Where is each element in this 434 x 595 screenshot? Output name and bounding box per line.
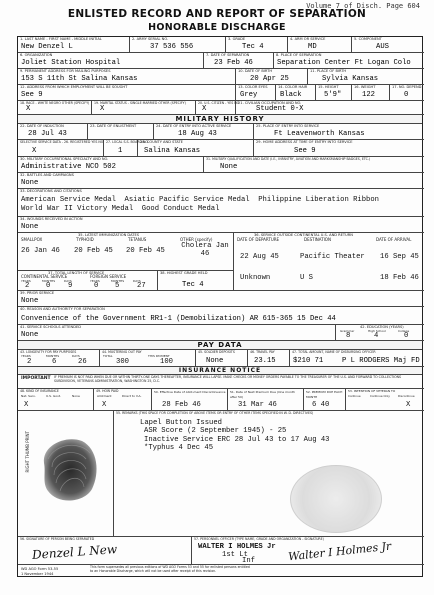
- component-cell: 5. COMPONENT AUS: [352, 37, 424, 53]
- allotment-effective-value: 28 Feb 46: [162, 401, 201, 409]
- prior-service-value: None: [21, 297, 39, 305]
- next-premium-value: 31 Mar 46: [238, 401, 277, 409]
- form-footer: WD AGO Form 53-55 1 November 1944 This form supersedes all previous editions of WD AGO Forms 53 and 55 for enlisted persons entitled to an Honorable Discharge, which will not be used after receipt of this revision.: [21, 565, 250, 576]
- education-label: College: [398, 329, 410, 333]
- disbursing-officer-value: P L RODGERS Maj FD: [342, 357, 420, 365]
- arm-value: MD: [308, 43, 317, 51]
- birth-place-value: Sylvia Kansas: [322, 75, 379, 83]
- induction-cell: 22. DATE OF INDUCTION 28 Jul 43: [18, 124, 88, 140]
- address-cell: 9. PERMANENT ADDRESS FOR MAILING PURPOSES 153 S 11th St Salina Kansas: [18, 69, 236, 85]
- board-cell: 27. LOCAL S.S. BOARD NO. 1: [106, 140, 149, 155]
- selective-service-cell: SELECTIVE SERVICE DATA - 26. REGISTERED YES NO X: [20, 140, 104, 155]
- longevity-label: MONTHS: [46, 354, 60, 358]
- grade-value: Tec 4: [242, 43, 264, 51]
- active-entry-cell: 24. DATE OF ENTRY INTO ACTIVE SERVICE 18 Aug 43: [154, 124, 254, 140]
- service-length-value: 0: [46, 282, 51, 290]
- name-value: New Denzel L: [21, 43, 73, 51]
- longevity-cell: 43. LONGEVITY FOR PAY PURPOSES YEARS 2 MONTHS 6 DAYS 26: [18, 350, 100, 367]
- service-length-label: YEARS: [90, 279, 100, 283]
- serial-value: 37 536 556: [150, 43, 194, 51]
- insurance-kind-mark: X: [24, 401, 29, 409]
- wounds-value: None: [21, 223, 39, 231]
- induction-value: 28 Jul 43: [28, 130, 67, 138]
- county-value: Salina Kansas: [144, 147, 201, 155]
- service-length-label: DAYS: [133, 279, 141, 283]
- separation-reason-value: Convenience of the Government RR1-1 (Demobilization) AR 615-365 15 Dec 44: [21, 315, 336, 323]
- education-label: Grammar: [340, 329, 355, 333]
- entry-place-value: Ft Leavenworth Kansas: [274, 130, 365, 138]
- thumbprint-cell: RIGHT THUMB PRINT: [18, 411, 114, 537]
- address-value: 153 S 11th St Salina Kansas: [21, 75, 138, 83]
- board-value: 1: [118, 147, 123, 155]
- qualification-value: None: [220, 163, 238, 171]
- how-paid-cell: 49. HOW PAID Allotment Direct to V.A. X: [94, 389, 152, 411]
- volume-note: Volume 7 of Disch. Page 604: [306, 2, 420, 10]
- entry-place-cell: 25. PLACE OF ENTRY INTO SERVICE Ft Leavenworth Kansas: [254, 124, 424, 140]
- decorations-line-1: American Service Medal Asiatic Pacific Service Medal Philippine Liberation Ribbon: [21, 196, 379, 204]
- return-departure-value: Unknown: [240, 274, 271, 282]
- return-destination-value: U S: [300, 274, 313, 282]
- departure-value: 22 Aug 45: [240, 253, 279, 261]
- deposits-cell: 45. SOLDIER DEPOSITS None: [196, 350, 248, 367]
- officer-name: WALTER I HOLMES Jr: [198, 543, 276, 551]
- serial-cell: 2. ARMY SERIAL NO. 37 536 556: [130, 37, 226, 53]
- officer-signature: Walter I Holmes Jr: [287, 539, 392, 564]
- grade-cell: 3. GRADE Tec 4: [226, 37, 288, 53]
- service-length-label: YEARS: [21, 279, 31, 283]
- dependents-cell: 17. NO. DEPEND. 0: [392, 85, 423, 99]
- travel-pay-value: 23.15: [254, 357, 276, 365]
- longevity-label: DAYS: [72, 354, 80, 358]
- citizen-cell: 20. U.S. CITIZEN - YES NO X: [198, 101, 240, 113]
- education-value: 8: [346, 332, 351, 340]
- weight-cell: 16. WEIGHT 122: [352, 85, 390, 101]
- specialty-cell: 30. MILITARY OCCUPATIONAL SPECIALTY AND NO. Administrative NCO 502: [18, 157, 204, 173]
- employment-address-value: See 9: [21, 91, 43, 99]
- mustering-pay-cell: 44. MUSTERING OUT PAY TOTAL THIS PAYMENT 300 100: [100, 350, 196, 367]
- occupation-value: Student 0-X: [256, 105, 304, 113]
- employment-address-cell: 12. ADDRESS FROM WHICH EMPLOYMENT WILL BE SOUGHT See 9: [18, 85, 236, 101]
- separation-reason-cell: 40. REASON AND AUTHORITY FOR SEPARATION Convenience of the Government RR1-1 (Demobilization) AR 615-365 15 Dec 44: [18, 307, 424, 325]
- decorations-line-2: World War II Victory Medal Good Conduct Medal: [21, 205, 220, 213]
- insurance-kind-cell: 48. KIND OF INSURANCE Nat. Serv. U.S. Govt. None X: [18, 389, 94, 411]
- soldier-signature: Denzel L New: [31, 542, 118, 562]
- total-amount-value: $210 71: [293, 357, 324, 365]
- separation-date-cell: 7. DATE OF SEPARATION 23 Feb 46: [204, 53, 274, 69]
- home-address-cell: 29. HOME ADDRESS AT TIME OF ENTRY INTO SERVICE See 9: [254, 140, 424, 157]
- smallpox-value: 26 Jan 46: [21, 247, 60, 255]
- service-length-label: MONTHS: [111, 279, 125, 283]
- longevity-value: 2: [27, 358, 32, 366]
- organization-cell: 6. ORGANIZATION Joliet Station Hospital: [18, 53, 204, 69]
- typhoid-value: 20 Feb 45: [74, 247, 113, 255]
- birth-place-cell: 11. PLACE OF BIRTH Sylvia Kansas: [308, 69, 424, 85]
- education-label: High School: [368, 329, 386, 333]
- component-value: AUS: [376, 43, 389, 51]
- specialty-value: Administrative NCO 502: [21, 163, 116, 171]
- document-title: ENLISTED RECORD AND REPORT OF SEPARATION: [67, 8, 367, 20]
- insurance-notice-heading: INSURANCE NOTICE: [18, 367, 422, 375]
- race-cell: 18. RACE - WHITE NEGRO OTHER (SPECIFY) X: [18, 101, 92, 115]
- insurance-important-cell: IMPORTANT IF PREMIUM IS NOT PAID WHEN DUE OR WITHIN THIRTY-ONE DAYS THEREAFTER, INSURANCE WILL LAPSE. MAKE CHECKS OR MONEY ORDERS PAYABLE TO THE TREASURER OF THE U.S. AND FORWARD TO COLLECTIONS SUBDIVISION, VETERANS ADMINISTRATION, WASHINGTON 25, D.C.: [18, 375, 424, 389]
- immunization-cell: 35. LATEST IMMUNIZATION DATES SMALLPOX TYPHOID TETANUS OTHER (specify) 26 Jan 46 20 Feb 45 20 Feb 45 Cholera Jan 46: [18, 233, 234, 271]
- other-immunization-value: Cholera Jan 46: [181, 242, 229, 259]
- qualification-cell: 31. MILITARY QUALIFICATION AND DATE (I.E., INFANTRY, AVIATION AND MARKSMANSHIP BADGES, ETC.) None: [204, 157, 424, 173]
- longevity-value: 26: [78, 358, 87, 366]
- premium-due-value: 6 40: [312, 401, 330, 409]
- intention-mark: X: [406, 401, 411, 409]
- education-value: 0: [404, 332, 409, 340]
- remarks-list: [140, 419, 330, 453]
- form-grid: [17, 36, 423, 577]
- longevity-label: YEARS: [21, 354, 31, 358]
- organization-value: Joliet Station Hospital: [21, 59, 121, 67]
- how-paid-mark: X: [102, 401, 107, 409]
- total-service-cell: 37. TOTAL LENGTH OF SERVICE CONTINENTAL SERVICE FOREIGN SERVICE YEARS 2 MONTHS 0 DAYS 9 YEARS 0 MONTHS 5 DAYS 27: [18, 271, 158, 291]
- marital-cell: 19. MARITAL STATUS - SINGLE MARRIED OTHER (SPECIFY) X: [92, 101, 196, 115]
- registered-value: X: [32, 147, 37, 155]
- race-value: X: [26, 105, 31, 113]
- remarks-line: *Typhus 4 Dec 45: [144, 444, 214, 453]
- separation-place-cell: 8. PLACE OF SEPARATION Separation Center Ft Logan Colo: [274, 53, 424, 69]
- next-premium-cell: 51. Date of Next Premium Due (One month after 50) 31 Mar 46: [228, 389, 304, 411]
- arrival-value: 16 Sep 45: [380, 253, 419, 261]
- document-subtitle: HONORABLE DISCHARGE: [148, 22, 286, 33]
- hair-value: Black: [280, 91, 302, 99]
- allotment-effective-cell: 50. Effective Date of Allot-ment Discontinuance 28 Feb 46: [152, 389, 228, 411]
- personnel-officer-cell: 57. PERSONNEL OFFICER (TYPE NAME, GRADE AND ORGANIZATION - SIGNATURE) WALTER I HOLMES Jr 1st Lt Inf Walter I Holmes Jr: [192, 537, 424, 565]
- highest-grade-value: Tec 4: [182, 281, 204, 289]
- home-address-value: See 9: [294, 147, 316, 155]
- birth-date-cell: 10. DATE OF BIRTH 20 Apr 25: [236, 69, 308, 85]
- mustering-total-value: 300: [116, 358, 129, 366]
- education-value: 4: [374, 332, 379, 340]
- mustering-payment-value: 100: [160, 358, 173, 366]
- service-length-label: DAYS: [64, 279, 72, 283]
- travel-pay-cell: 46. TRAVEL PAY 23.15: [248, 350, 290, 367]
- decorations-cell: 33. DECORATIONS AND CITATIONS American Service Medal Asiatic Pacific Service Medal Philippine Liberation Ribbon World War II Victory Medal Good Conduct Medal: [18, 189, 424, 217]
- wounds-cell: 34. WOUNDS RECEIVED IN ACTION None: [18, 217, 424, 233]
- separation-date-value: 23 Feb 46: [214, 59, 253, 67]
- citizen-value: X: [202, 105, 207, 113]
- intention-cell: 53. INTENTION OF VETERAN TO Continue Continue Only Discontinue X: [346, 389, 424, 411]
- premium-due-cell: 52. PREMIUM DUE EACH MONTH 6 40: [304, 389, 346, 411]
- military-history-heading: MILITARY HISTORY: [18, 115, 422, 124]
- officer-org: Inf: [242, 557, 255, 565]
- longevity-value: 6: [52, 358, 57, 366]
- name-cell: 1. LAST NAME - FIRST NAME - MIDDLE INITIAL New Denzel L: [18, 37, 130, 53]
- eyes-value: Grey: [240, 91, 258, 99]
- return-arrival-value: 18 Feb 46: [380, 274, 419, 282]
- hair-cell: 14. COLOR HAIR Black: [276, 85, 316, 101]
- prior-service-cell: 39. PRIOR SERVICE None: [18, 291, 424, 307]
- highest-grade-cell: 38. HIGHEST GRADE HELD Tec 4: [158, 271, 234, 291]
- service-length-value: 5: [115, 282, 120, 290]
- marital-value: X: [100, 105, 105, 113]
- battles-value: None: [21, 179, 39, 187]
- officer-rank: 1st Lt: [222, 551, 248, 559]
- pay-data-heading: PAY DATA: [18, 341, 422, 350]
- remarks-cell: 55. REMARKS (THIS SPACE FOR COMPLETION OF ABOVE ITEMS OR ENTRY OF OTHER ITEMS SPECIFIED IN W. D. DIRECTIVES) Lapel Button Issued ASR Score (2 September 1945) - 25 Inactive Service ERC 28 Jul 43 to 17 Aug 43 *Typhus 4 Dec 45: [114, 411, 424, 537]
- soldier-signature-cell: 56. SIGNATURE OF PERSON BEING SEPARATED Denzel L New: [18, 537, 192, 565]
- service-length-label: MONTHS: [42, 279, 56, 283]
- weight-value: 122: [362, 91, 375, 99]
- arm-cell: 4. ARM OR SERVICE MD: [288, 37, 352, 53]
- education-cell: 42. EDUCATION (YEARS) Grammar 8 High School 4 College 0: [336, 325, 424, 341]
- dependents-value: 0: [404, 91, 409, 99]
- seal-stamp: [290, 465, 382, 533]
- service-length-value: 0: [94, 282, 99, 290]
- thumbprint-image: [36, 433, 102, 505]
- height-cell: 15. HEIGHT 5'9": [316, 85, 352, 101]
- remarks-line: Lapel Button Issued: [140, 419, 222, 427]
- battles-cell: 32. BATTLES AND CAMPAIGNS None: [18, 173, 424, 189]
- deposits-value: None: [206, 357, 224, 365]
- remarks-line: Inactive Service ERC 28 Jul 43 to 17 Aug 43: [144, 435, 330, 444]
- service-length-value: 27: [137, 282, 146, 290]
- occupation-cell: 21. CIVILIAN OCCUPATION AND NO. Student 0-X: [236, 101, 424, 115]
- birth-date-value: 20 Apr 25: [250, 75, 289, 83]
- service-schools-cell: 41. SERVICE SCHOOLS ATTENDED None: [18, 325, 336, 341]
- outside-service-cell: 36. SERVICE OUTSIDE CONTINENTAL U.S. AND RETURN DATE OF DEPARTURE DESTINATION DATE OF ARRIVAL 22 Aug 45 Pacific Theater 16 Sep 45 Unknown U S 18 Feb 46: [234, 233, 424, 291]
- enlistment-cell: 23. DATE OF ENLISTMENT: [88, 124, 154, 140]
- eyes-cell: 13. COLOR EYES Grey: [236, 85, 276, 101]
- active-entry-value: 18 Aug 43: [178, 130, 217, 138]
- service-length-value: 9: [68, 282, 73, 290]
- remarks-line: ASR Score (2 September 1945) - 25: [144, 427, 287, 436]
- service-length-value: 2: [25, 282, 30, 290]
- county-cell: 28. COUNTY AND STATE Salina Kansas: [138, 140, 254, 157]
- height-value: 5'9": [324, 91, 342, 99]
- total-amount-cell: 47. TOTAL AMOUNT, NAME OF DISBURSING OFFICER $210 71 P L RODGERS Maj FD: [290, 350, 424, 367]
- destination-value: Pacific Theater: [300, 253, 365, 261]
- tetanus-value: 20 Feb 45: [126, 247, 165, 255]
- separation-place-value: Separation Center Ft Logan Colo: [277, 59, 411, 67]
- service-schools-value: None: [21, 331, 39, 339]
